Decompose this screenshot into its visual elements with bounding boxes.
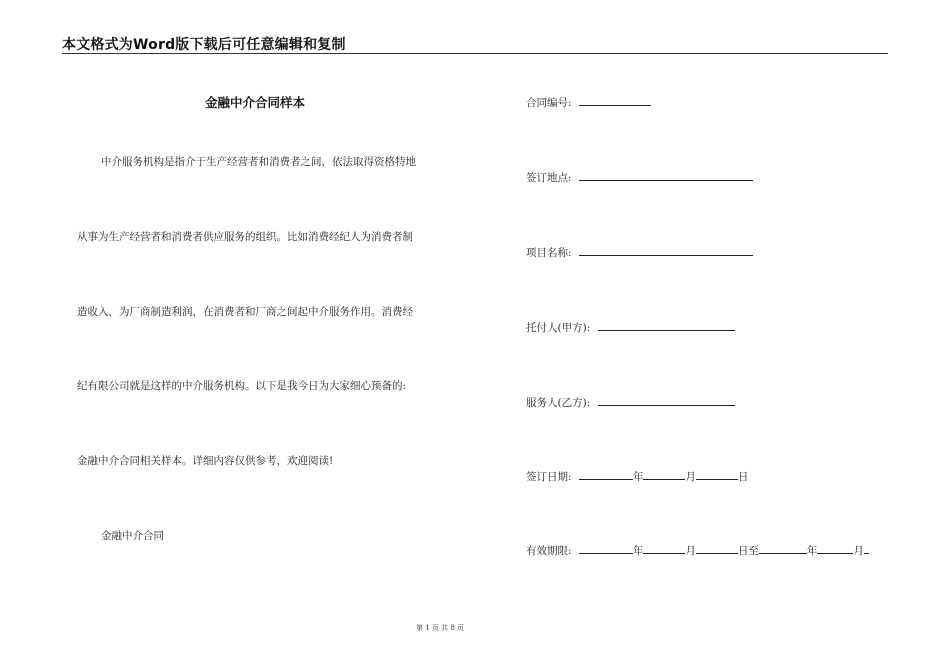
principal-blank[interactable] <box>598 320 735 331</box>
page-footer: 第 1 页 共 8 页 <box>415 624 465 632</box>
servicer-field <box>526 395 735 409</box>
project-name-field <box>526 245 753 259</box>
contract-number-field <box>526 95 651 109</box>
contract-number-blank[interactable] <box>579 95 651 106</box>
valid-from-month-unit: 月 <box>685 545 696 557</box>
servicer-label: 服务人(乙方): <box>526 397 591 409</box>
valid-to-year-blank[interactable] <box>759 543 807 554</box>
valid-period-field <box>526 543 869 557</box>
sign-date-year-blank[interactable] <box>579 469 633 480</box>
document-title: 金融中介合同样本 <box>205 95 306 110</box>
sign-date-field <box>526 469 748 483</box>
download-banner: 本文格式为Word版下载后可任意编辑和复制 <box>62 37 346 53</box>
valid-from-day-blank[interactable] <box>696 543 738 554</box>
contract-number-label: 合同编号: <box>526 97 572 109</box>
valid-from-month-blank[interactable] <box>643 543 685 554</box>
project-name-blank[interactable] <box>579 245 753 256</box>
valid-to-month-blank[interactable] <box>817 543 853 554</box>
sign-place-label: 签订地点: <box>526 172 572 184</box>
valid-from-year-unit: 年 <box>632 545 644 557</box>
body-line-6: 金融中介合同 <box>101 530 164 542</box>
valid-period-label: 有效期限: <box>526 545 572 557</box>
sign-date-label: 签订日期: <box>526 471 572 483</box>
valid-from-year-blank[interactable] <box>579 543 633 554</box>
principal-label: 托付人(甲方): <box>526 322 591 334</box>
principal-field <box>526 320 735 334</box>
sign-date-day-unit: 日 <box>737 471 749 483</box>
valid-to-year-unit: 年 <box>806 545 818 557</box>
sign-place-field <box>526 170 753 184</box>
sign-place-blank[interactable] <box>579 170 753 181</box>
body-line-1: 中介服务机构是指介于生产经营者和消费者之间，依法取得资格特地 <box>101 156 416 168</box>
body-line-2: 从事为生产经营者和消费者供应服务的组织。比如消费经纪人为消费者制 <box>77 231 413 243</box>
sign-date-month-blank[interactable] <box>643 469 685 480</box>
banner-divider <box>62 53 888 54</box>
valid-day-to-unit: 日至 <box>737 545 759 557</box>
valid-to-day-blank[interactable] <box>864 543 869 554</box>
sign-date-year-unit: 年 <box>632 471 644 483</box>
servicer-blank[interactable] <box>598 395 735 406</box>
project-name-label: 项目名称: <box>526 247 572 259</box>
body-line-3: 造收入，为厂商制造利润，在消费者和厂商之间起中介服务作用。消费经 <box>77 306 413 318</box>
body-line-5: 金融中介合同相关样本。详细内容仅供参考，欢迎阅读! <box>77 455 334 467</box>
sign-date-month-unit: 月 <box>685 471 696 483</box>
valid-to-month-unit: 月 <box>853 545 864 557</box>
body-line-4: 纪有限公司就是这样的中介服务机构。以下是我今日为大家细心预备的: <box>77 380 407 392</box>
sign-date-day-blank[interactable] <box>696 469 738 480</box>
